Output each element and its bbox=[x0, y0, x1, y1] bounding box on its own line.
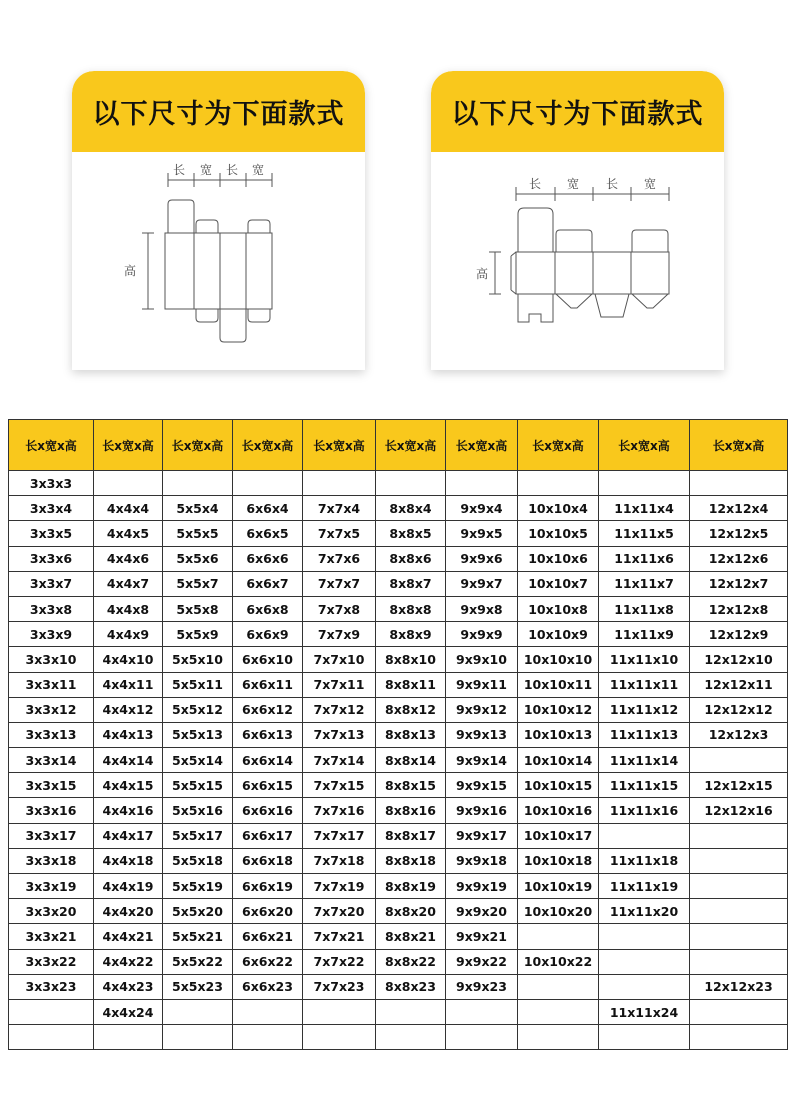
dim-width-label: 宽 bbox=[252, 163, 265, 177]
size-cell: 9x9x7 bbox=[446, 571, 518, 596]
table-row bbox=[9, 496, 788, 521]
column-header: 长x宽x高 bbox=[599, 420, 690, 471]
size-cell: 12x12x23 bbox=[690, 974, 788, 999]
card-header bbox=[72, 71, 365, 152]
size-cell: 8x8x17 bbox=[376, 823, 446, 848]
table-row bbox=[9, 1025, 788, 1050]
size-cell: 10x10x14 bbox=[518, 748, 599, 773]
size-cell bbox=[690, 471, 788, 496]
size-cell: 4x4x9 bbox=[94, 622, 163, 647]
size-cell: 12x12x8 bbox=[690, 596, 788, 621]
dim-height-label: 高 bbox=[124, 264, 137, 278]
size-cell: 10x10x13 bbox=[518, 722, 599, 747]
size-cell: 4x4x21 bbox=[94, 924, 163, 949]
size-cell: 5x5x9 bbox=[163, 622, 233, 647]
size-cell: 8x8x14 bbox=[376, 748, 446, 773]
size-cell bbox=[163, 999, 233, 1024]
size-cell: 3x3x9 bbox=[9, 622, 94, 647]
size-cell: 5x5x5 bbox=[163, 521, 233, 546]
size-cell bbox=[690, 748, 788, 773]
size-cell bbox=[690, 924, 788, 949]
size-cell: 12x12x12 bbox=[690, 697, 788, 722]
size-cell: 5x5x17 bbox=[163, 823, 233, 848]
box-style-card-2 bbox=[431, 71, 724, 370]
size-cell: 11x11x14 bbox=[599, 748, 690, 773]
size-cell: 7x7x12 bbox=[303, 697, 376, 722]
size-cell bbox=[599, 974, 690, 999]
size-cell bbox=[599, 949, 690, 974]
size-cell: 4x4x10 bbox=[94, 647, 163, 672]
size-cell: 6x6x23 bbox=[233, 974, 303, 999]
card-title: 以下尺寸为下面款式 bbox=[451, 99, 704, 130]
size-cell: 7x7x10 bbox=[303, 647, 376, 672]
size-cell: 10x10x19 bbox=[518, 874, 599, 899]
size-cell bbox=[599, 471, 690, 496]
size-cell: 9x9x9 bbox=[446, 622, 518, 647]
size-cell: 5x5x13 bbox=[163, 722, 233, 747]
table-body bbox=[9, 471, 788, 1050]
size-cell: 6x6x14 bbox=[233, 748, 303, 773]
size-cell: 9x9x20 bbox=[446, 899, 518, 924]
dim-length-label: 长 bbox=[606, 177, 619, 191]
size-cell: 5x5x19 bbox=[163, 874, 233, 899]
size-cell: 11x11x13 bbox=[599, 722, 690, 747]
size-cell: 6x6x7 bbox=[233, 571, 303, 596]
size-cell bbox=[518, 999, 599, 1024]
size-cell: 3x3x12 bbox=[9, 697, 94, 722]
size-cell bbox=[303, 1025, 376, 1050]
size-cell: 6x6x13 bbox=[233, 722, 303, 747]
size-cell: 9x9x23 bbox=[446, 974, 518, 999]
table-row bbox=[9, 949, 788, 974]
size-cell: 7x7x9 bbox=[303, 622, 376, 647]
size-cell: 9x9x22 bbox=[446, 949, 518, 974]
size-cell: 6x6x5 bbox=[233, 521, 303, 546]
size-cell: 11x11x18 bbox=[599, 848, 690, 873]
size-cell: 10x10x6 bbox=[518, 546, 599, 571]
size-cell: 9x9x14 bbox=[446, 748, 518, 773]
size-cell: 10x10x20 bbox=[518, 899, 599, 924]
size-cell: 8x8x15 bbox=[376, 773, 446, 798]
size-cell bbox=[690, 823, 788, 848]
size-cell: 11x11x16 bbox=[599, 798, 690, 823]
size-cell bbox=[518, 924, 599, 949]
size-cell: 10x10x11 bbox=[518, 672, 599, 697]
size-cell: 12x12x9 bbox=[690, 622, 788, 647]
size-cell: 6x6x4 bbox=[233, 496, 303, 521]
size-cell: 5x5x21 bbox=[163, 924, 233, 949]
size-cell: 8x8x5 bbox=[376, 521, 446, 546]
table-row bbox=[9, 974, 788, 999]
size-cell: 9x9x19 bbox=[446, 874, 518, 899]
size-cell: 7x7x18 bbox=[303, 848, 376, 873]
size-cell: 3x3x21 bbox=[9, 924, 94, 949]
size-cell: 11x11x4 bbox=[599, 496, 690, 521]
size-cell bbox=[690, 1025, 788, 1050]
size-cell: 9x9x21 bbox=[446, 924, 518, 949]
table-row bbox=[9, 924, 788, 949]
table-row bbox=[9, 874, 788, 899]
table-row bbox=[9, 899, 788, 924]
size-cell: 4x4x14 bbox=[94, 748, 163, 773]
size-cell: 3x3x13 bbox=[9, 722, 94, 747]
size-cell: 8x8x12 bbox=[376, 697, 446, 722]
size-cell: 12x12x4 bbox=[690, 496, 788, 521]
size-cell bbox=[690, 848, 788, 873]
size-cell: 4x4x8 bbox=[94, 596, 163, 621]
size-cell: 6x6x21 bbox=[233, 924, 303, 949]
box-dieline-diagram-1 bbox=[72, 152, 365, 370]
size-cell: 3x3x19 bbox=[9, 874, 94, 899]
size-cell: 8x8x7 bbox=[376, 571, 446, 596]
size-cell: 9x9x8 bbox=[446, 596, 518, 621]
size-cell: 3x3x4 bbox=[9, 496, 94, 521]
size-cell: 5x5x14 bbox=[163, 748, 233, 773]
size-cell: 8x8x13 bbox=[376, 722, 446, 747]
size-cell: 4x4x4 bbox=[94, 496, 163, 521]
size-cell: 11x11x8 bbox=[599, 596, 690, 621]
size-cell: 11x11x20 bbox=[599, 899, 690, 924]
table-row bbox=[9, 622, 788, 647]
size-cell bbox=[163, 471, 233, 496]
size-cell: 5x5x8 bbox=[163, 596, 233, 621]
size-cell: 8x8x4 bbox=[376, 496, 446, 521]
size-cell: 11x11x24 bbox=[599, 999, 690, 1024]
size-cell: 7x7x23 bbox=[303, 974, 376, 999]
column-header: 长x宽x高 bbox=[163, 420, 233, 471]
size-cell bbox=[599, 924, 690, 949]
box-style-card-1 bbox=[72, 71, 365, 370]
card-title: 以下尺寸为下面款式 bbox=[92, 99, 345, 130]
size-cell: 7x7x4 bbox=[303, 496, 376, 521]
size-cell: 9x9x11 bbox=[446, 672, 518, 697]
table-row bbox=[9, 823, 788, 848]
size-cell: 5x5x18 bbox=[163, 848, 233, 873]
size-cell: 3x3x14 bbox=[9, 748, 94, 773]
size-cell bbox=[690, 949, 788, 974]
size-cell: 11x11x11 bbox=[599, 672, 690, 697]
size-cell: 9x9x18 bbox=[446, 848, 518, 873]
size-cell: 6x6x18 bbox=[233, 848, 303, 873]
size-cell: 7x7x6 bbox=[303, 546, 376, 571]
size-cell bbox=[446, 999, 518, 1024]
size-cell: 10x10x5 bbox=[518, 521, 599, 546]
dim-width-label: 宽 bbox=[644, 177, 657, 191]
size-cell bbox=[376, 999, 446, 1024]
dim-width-label: 宽 bbox=[200, 163, 213, 177]
dim-height-label: 高 bbox=[476, 267, 489, 281]
size-cell: 3x3x23 bbox=[9, 974, 94, 999]
size-cell: 6x6x9 bbox=[233, 622, 303, 647]
size-cell bbox=[376, 1025, 446, 1050]
size-cell: 11x11x15 bbox=[599, 773, 690, 798]
size-cell bbox=[94, 471, 163, 496]
size-cell: 5x5x4 bbox=[163, 496, 233, 521]
size-cell: 7x7x13 bbox=[303, 722, 376, 747]
size-cell: 4x4x19 bbox=[94, 874, 163, 899]
size-cell: 4x4x22 bbox=[94, 949, 163, 974]
table-row bbox=[9, 647, 788, 672]
size-cell bbox=[518, 974, 599, 999]
size-cell: 4x4x18 bbox=[94, 848, 163, 873]
size-cell: 11x11x10 bbox=[599, 647, 690, 672]
size-cell: 5x5x11 bbox=[163, 672, 233, 697]
size-cell bbox=[690, 874, 788, 899]
table-row bbox=[9, 999, 788, 1024]
size-cell: 9x9x13 bbox=[446, 722, 518, 747]
size-cell: 8x8x9 bbox=[376, 622, 446, 647]
size-cell: 8x8x22 bbox=[376, 949, 446, 974]
size-cell: 10x10x4 bbox=[518, 496, 599, 521]
size-cell: 5x5x23 bbox=[163, 974, 233, 999]
size-cell bbox=[690, 899, 788, 924]
size-cell: 11x11x12 bbox=[599, 697, 690, 722]
size-cell bbox=[599, 1025, 690, 1050]
size-cell: 12x12x15 bbox=[690, 773, 788, 798]
size-cell: 4x4x20 bbox=[94, 899, 163, 924]
table-row bbox=[9, 722, 788, 747]
size-cell: 6x6x12 bbox=[233, 697, 303, 722]
size-cell bbox=[303, 999, 376, 1024]
size-cell: 7x7x20 bbox=[303, 899, 376, 924]
size-cell: 9x9x16 bbox=[446, 798, 518, 823]
size-cell: 8x8x11 bbox=[376, 672, 446, 697]
size-cell bbox=[518, 471, 599, 496]
size-cell: 8x8x23 bbox=[376, 974, 446, 999]
size-cell: 5x5x15 bbox=[163, 773, 233, 798]
size-cell: 10x10x8 bbox=[518, 596, 599, 621]
column-header: 长x宽x高 bbox=[303, 420, 376, 471]
size-cell: 10x10x12 bbox=[518, 697, 599, 722]
size-cell bbox=[518, 1025, 599, 1050]
table-row bbox=[9, 848, 788, 873]
size-cell: 8x8x6 bbox=[376, 546, 446, 571]
size-cell: 10x10x10 bbox=[518, 647, 599, 672]
size-cell: 10x10x16 bbox=[518, 798, 599, 823]
size-cell: 3x3x18 bbox=[9, 848, 94, 873]
size-cell: 8x8x20 bbox=[376, 899, 446, 924]
size-cell: 3x3x3 bbox=[9, 471, 94, 496]
size-cell: 9x9x4 bbox=[446, 496, 518, 521]
size-cell: 11x11x7 bbox=[599, 571, 690, 596]
column-header: 长x宽x高 bbox=[233, 420, 303, 471]
size-cell: 4x4x5 bbox=[94, 521, 163, 546]
size-cell: 5x5x16 bbox=[163, 798, 233, 823]
size-cell: 10x10x15 bbox=[518, 773, 599, 798]
size-cell: 4x4x7 bbox=[94, 571, 163, 596]
size-cell: 11x11x9 bbox=[599, 622, 690, 647]
size-cell: 5x5x20 bbox=[163, 899, 233, 924]
size-cell: 12x12x3 bbox=[690, 722, 788, 747]
dim-length-label: 长 bbox=[529, 177, 542, 191]
size-cell: 9x9x15 bbox=[446, 773, 518, 798]
size-cell: 9x9x6 bbox=[446, 546, 518, 571]
size-cell: 7x7x5 bbox=[303, 521, 376, 546]
size-cell: 6x6x10 bbox=[233, 647, 303, 672]
size-cell: 7x7x14 bbox=[303, 748, 376, 773]
size-cell: 3x3x5 bbox=[9, 521, 94, 546]
size-cell: 3x3x11 bbox=[9, 672, 94, 697]
size-cell bbox=[233, 1025, 303, 1050]
size-cell: 4x4x23 bbox=[94, 974, 163, 999]
size-cell: 3x3x20 bbox=[9, 899, 94, 924]
column-header: 长x宽x高 bbox=[376, 420, 446, 471]
size-cell: 10x10x9 bbox=[518, 622, 599, 647]
table-row bbox=[9, 546, 788, 571]
size-cell: 12x12x7 bbox=[690, 571, 788, 596]
size-cell: 5x5x12 bbox=[163, 697, 233, 722]
size-cell: 3x3x22 bbox=[9, 949, 94, 974]
size-cell: 6x6x11 bbox=[233, 672, 303, 697]
card-header bbox=[431, 71, 724, 152]
size-cell: 8x8x8 bbox=[376, 596, 446, 621]
table-row bbox=[9, 697, 788, 722]
size-cell: 5x5x10 bbox=[163, 647, 233, 672]
size-cell: 3x3x7 bbox=[9, 571, 94, 596]
column-header: 长x宽x高 bbox=[94, 420, 163, 471]
size-cell: 10x10x18 bbox=[518, 848, 599, 873]
table-row bbox=[9, 471, 788, 496]
size-cell bbox=[446, 1025, 518, 1050]
size-cell: 7x7x21 bbox=[303, 924, 376, 949]
size-cell: 7x7x16 bbox=[303, 798, 376, 823]
size-cell: 3x3x10 bbox=[9, 647, 94, 672]
column-header: 长x宽x高 bbox=[446, 420, 518, 471]
size-cell: 8x8x16 bbox=[376, 798, 446, 823]
size-cell: 7x7x19 bbox=[303, 874, 376, 899]
size-cell: 4x4x16 bbox=[94, 798, 163, 823]
size-cell bbox=[163, 1025, 233, 1050]
size-cell: 6x6x19 bbox=[233, 874, 303, 899]
size-cell: 11x11x19 bbox=[599, 874, 690, 899]
dim-width-label: 宽 bbox=[567, 177, 580, 191]
size-cell: 8x8x10 bbox=[376, 647, 446, 672]
column-header: 长x宽x高 bbox=[518, 420, 599, 471]
size-cell: 11x11x6 bbox=[599, 546, 690, 571]
table-row bbox=[9, 596, 788, 621]
dim-length-label: 长 bbox=[173, 163, 186, 177]
size-cell: 9x9x12 bbox=[446, 697, 518, 722]
size-cell: 7x7x11 bbox=[303, 672, 376, 697]
size-cell: 12x12x16 bbox=[690, 798, 788, 823]
size-cell: 10x10x17 bbox=[518, 823, 599, 848]
size-cell: 8x8x18 bbox=[376, 848, 446, 873]
size-cell: 12x12x6 bbox=[690, 546, 788, 571]
size-cell: 4x4x13 bbox=[94, 722, 163, 747]
size-cell: 5x5x6 bbox=[163, 546, 233, 571]
size-cell: 3x3x8 bbox=[9, 596, 94, 621]
dim-length-label: 长 bbox=[226, 163, 239, 177]
size-cell: 3x3x16 bbox=[9, 798, 94, 823]
size-cell bbox=[303, 471, 376, 496]
size-table bbox=[8, 419, 788, 1050]
size-cell: 7x7x22 bbox=[303, 949, 376, 974]
column-header: 长x宽x高 bbox=[9, 420, 94, 471]
size-cell: 6x6x6 bbox=[233, 546, 303, 571]
size-cell: 9x9x5 bbox=[446, 521, 518, 546]
size-cell: 12x12x10 bbox=[690, 647, 788, 672]
size-cell: 5x5x7 bbox=[163, 571, 233, 596]
size-cell bbox=[690, 999, 788, 1024]
size-cell: 12x12x11 bbox=[690, 672, 788, 697]
table-row bbox=[9, 672, 788, 697]
size-cell: 4x4x12 bbox=[94, 697, 163, 722]
table-row bbox=[9, 521, 788, 546]
size-cell: 3x3x17 bbox=[9, 823, 94, 848]
size-cell: 11x11x5 bbox=[599, 521, 690, 546]
size-cell: 4x4x15 bbox=[94, 773, 163, 798]
table-row bbox=[9, 571, 788, 596]
size-cell: 8x8x19 bbox=[376, 874, 446, 899]
table-header-row bbox=[9, 420, 788, 471]
size-cell: 7x7x7 bbox=[303, 571, 376, 596]
size-cell: 6x6x17 bbox=[233, 823, 303, 848]
size-cell: 9x9x10 bbox=[446, 647, 518, 672]
size-cell: 9x9x17 bbox=[446, 823, 518, 848]
size-cell: 7x7x17 bbox=[303, 823, 376, 848]
size-cell: 10x10x22 bbox=[518, 949, 599, 974]
size-cell bbox=[376, 471, 446, 496]
size-cell: 4x4x24 bbox=[94, 999, 163, 1024]
size-cell bbox=[233, 999, 303, 1024]
box-dieline-diagram-2 bbox=[431, 152, 724, 370]
size-cell: 6x6x16 bbox=[233, 798, 303, 823]
column-header: 长x宽x高 bbox=[690, 420, 788, 471]
size-cell: 6x6x20 bbox=[233, 899, 303, 924]
size-cell: 6x6x15 bbox=[233, 773, 303, 798]
size-cell: 10x10x7 bbox=[518, 571, 599, 596]
size-cell bbox=[9, 999, 94, 1024]
size-cell: 7x7x8 bbox=[303, 596, 376, 621]
size-cell bbox=[94, 1025, 163, 1050]
table-row bbox=[9, 798, 788, 823]
size-cell: 12x12x5 bbox=[690, 521, 788, 546]
size-cell: 6x6x8 bbox=[233, 596, 303, 621]
size-cell: 5x5x22 bbox=[163, 949, 233, 974]
size-cell: 3x3x6 bbox=[9, 546, 94, 571]
size-cell: 8x8x21 bbox=[376, 924, 446, 949]
size-cell: 4x4x11 bbox=[94, 672, 163, 697]
size-cell: 6x6x22 bbox=[233, 949, 303, 974]
size-cell: 4x4x6 bbox=[94, 546, 163, 571]
size-cell: 3x3x15 bbox=[9, 773, 94, 798]
size-cell bbox=[233, 471, 303, 496]
size-cell bbox=[599, 823, 690, 848]
size-cell bbox=[446, 471, 518, 496]
table-row bbox=[9, 773, 788, 798]
size-cell: 7x7x15 bbox=[303, 773, 376, 798]
table-row bbox=[9, 748, 788, 773]
size-cell bbox=[9, 1025, 94, 1050]
size-cell: 4x4x17 bbox=[94, 823, 163, 848]
